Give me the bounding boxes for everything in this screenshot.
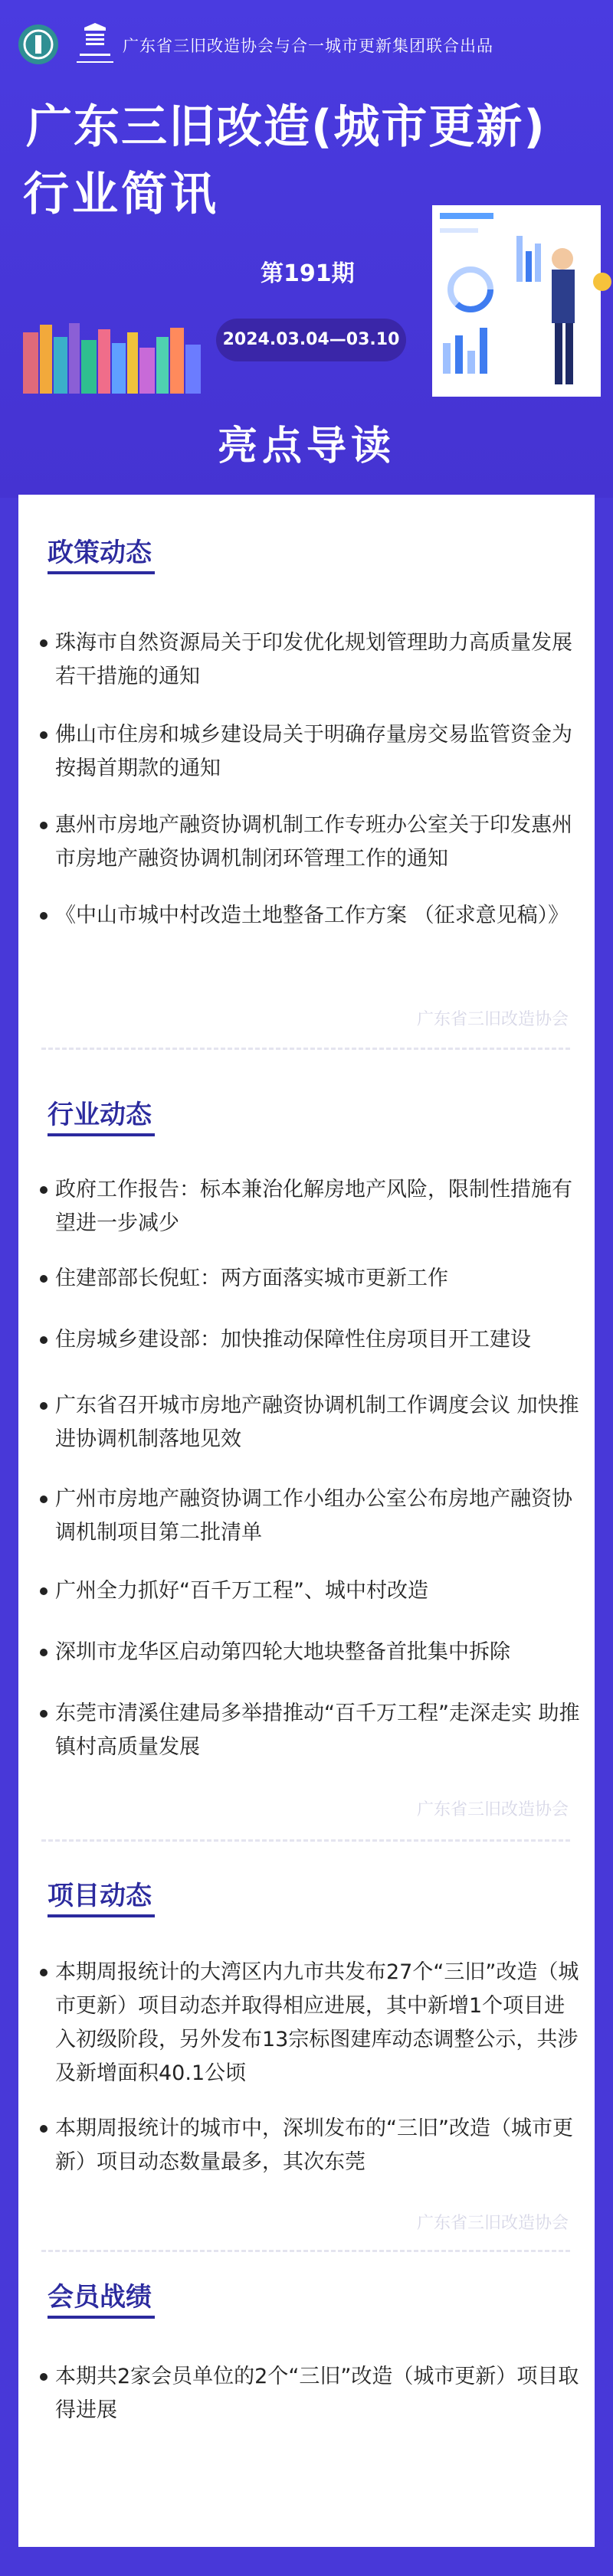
bullet-icon [40, 1275, 48, 1283]
header-banner [0, 0, 613, 498]
bullet-icon [40, 1496, 48, 1503]
section-title-industry: 行业动态 [48, 1100, 152, 1130]
item-text: 住建部部长倪虹：两方面落实城市更新工作 [55, 1267, 448, 1290]
item-text: 政府工作报告：标本兼治化解房地产风险，限制性措施有望进一步减少 [55, 1178, 572, 1235]
list-item [55, 1636, 584, 1669]
list-item [55, 1323, 584, 1357]
list-item [55, 2360, 584, 2427]
item-text: 广州市房地产融资协调工作小组办公室公布房地产融资协调机制项目第二批清单 [55, 1487, 572, 1545]
org-line: 广东省三旧改造协会与合一城市更新集团联合出品 [123, 37, 493, 55]
page-title: 广东三旧改造(城市更新) [26, 100, 546, 154]
item-text: 东莞市清溪住建局多举措推动“百千万工程”走深走实 助推镇村高质量发展 [55, 1702, 580, 1759]
item-text: 《中山市城中村改造土地整备工作方案 （征求意见稿）》 [55, 904, 569, 927]
bullet-icon [40, 822, 48, 829]
list-item [55, 809, 584, 876]
bullet-icon [40, 1336, 48, 1344]
item-text: 广东省召开城市房地产融资协调机制工作调度会议 加快推进协调机制落地见效 [55, 1394, 579, 1451]
item-text: 住房城乡建设部：加快推动保障性住房项目开工建设 [55, 1328, 531, 1352]
watermark: 广东省三旧改造协会 [416, 1010, 569, 1029]
item-text: 广州全力抓好“百千万工程”、城中村改造 [55, 1579, 428, 1603]
group-logo-icon [74, 20, 116, 74]
item-text: 本期周报统计的大湾区内九市共发布27个“三旧”改造（城市更新）项目动态并取得相应进展，其中新增1个项目进入初级阶段，另外发布13宗标图建库动态调整公示，共涉及新增面积40.1公顷 [55, 1960, 579, 2085]
item-text: 本期共2家会员单位的2个“三旧”改造（城市更新）项目取得进展 [55, 2365, 579, 2422]
list-item [55, 718, 584, 786]
list-item [55, 1262, 584, 1296]
section-divider [41, 1048, 570, 1050]
item-text: 本期周报统计的城市中，深圳发布的“三旧”改造（城市更新）项目动态数量最多，其次东莞 [55, 2117, 573, 2174]
list-item [55, 1173, 584, 1241]
section-underline [48, 2316, 155, 2319]
date-range-badge: 2024.03.04—03.10 [216, 319, 406, 361]
list-item [55, 1574, 584, 1608]
bullet-icon [40, 731, 48, 739]
bullet-icon [40, 1186, 48, 1194]
analytics-illustration-icon [432, 190, 613, 397]
bullet-icon [40, 1710, 48, 1718]
list-item [55, 1697, 584, 1764]
list-item [55, 2112, 584, 2179]
bullet-icon [40, 639, 48, 647]
list-item [55, 1956, 584, 2091]
list-item [55, 899, 584, 933]
watermark: 广东省三旧改造协会 [416, 2214, 569, 2233]
association-logo [17, 23, 60, 66]
item-text: 珠海市自然资源局关于印发优化规划管理助力高质量发展若干措施的通知 [55, 631, 572, 688]
list-item [55, 1483, 584, 1550]
item-text: 惠州市房地产融资协调机制工作专班办公室关于印发惠州市房地产融资协调机制闭环管理工作的通知 [55, 813, 572, 871]
item-text: 深圳市龙华区启动第四轮大地块整备首批集中拆除 [55, 1640, 510, 1664]
section-divider [41, 1839, 570, 1842]
bullet-icon [40, 1969, 48, 1976]
bullet-icon [40, 2373, 48, 2381]
list-item [55, 1389, 584, 1456]
page-subtitle: 行业简讯 [23, 168, 219, 221]
item-text: 佛山市住房和城乡建设局关于明确存量房交易监管资金为按揭首期款的通知 [55, 723, 572, 780]
list-item [55, 626, 584, 694]
section-underline [48, 1133, 155, 1136]
section-divider [41, 2250, 570, 2252]
bullet-icon [40, 1649, 48, 1656]
bullet-icon [40, 1587, 48, 1595]
watermark: 广东省三旧改造协会 [416, 1800, 569, 1819]
books-illustration-icon [23, 309, 204, 394]
section-underline [48, 571, 155, 574]
issue-number: 第191期 [261, 260, 355, 287]
section-title-members: 会员战绩 [48, 2282, 152, 2313]
section-title-projects: 项目动态 [48, 1881, 152, 1911]
bullet-icon [40, 1402, 48, 1410]
highlight-heading: 亮点导读 [217, 423, 395, 469]
section-underline [48, 1914, 155, 1917]
bullet-icon [40, 2125, 48, 2133]
bullet-icon [40, 912, 48, 920]
section-title-policy: 政策动态 [48, 538, 152, 568]
content-card [18, 495, 595, 2547]
